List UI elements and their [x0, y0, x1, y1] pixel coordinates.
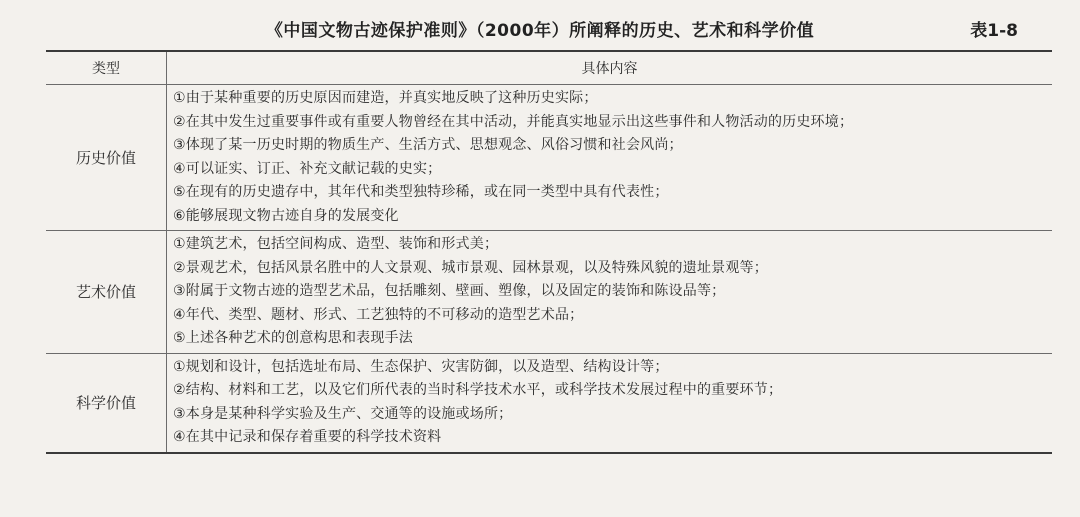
- row-type-label: 科学价值: [46, 354, 167, 452]
- list-item: ⑤上述各种艺术的创意构思和表现手法: [173, 330, 413, 346]
- list-item: ③本身是某种科学实验及生产、交通等的设施或场所；: [173, 405, 513, 422]
- row-type-label: 艺术价值: [46, 231, 167, 353]
- values-table: [46, 50, 1052, 454]
- list-item: ④可以证实、订正、补充文献记载的史实；: [173, 160, 442, 177]
- list-item: ⑤在现有的历史遗存中，其年代和类型独特珍稀，或在同一类型中具有代表性；: [173, 184, 669, 200]
- list-item: ③附属于文物古迹的造型艺术品，包括雕刻、壁画、塑像，以及固定的装饰和陈设品等；: [173, 283, 726, 299]
- row-content: [167, 85, 1052, 230]
- list-item: ⑥能够展现文物古迹自身的发展变化: [173, 207, 399, 224]
- list-item: ④年代、类型、题材、形式、工艺独特的不可移动的造型艺术品；: [173, 306, 584, 323]
- header-content: 具体内容: [581, 61, 638, 77]
- row-type-label: 历史价值: [46, 85, 167, 230]
- list-item: ①规划和设计，包括选址布局、生态保护、灾害防御，以及造型、结构设计等；: [173, 358, 669, 375]
- table-row-history: [46, 85, 1052, 231]
- list-item: ②景观艺术，包括风景名胜中的人文景观、城市景观、园林景观，以及特殊风貌的遗址景观等；: [173, 259, 768, 276]
- list-item: ②在其中发生过重要事件或有重要人物曾经在其中活动，并能真实地显示出这些事件和人物活动的历史环境；: [173, 113, 854, 130]
- list-item: ①由于某种重要的历史原因而建造，并真实地反映了这种历史实际；: [173, 90, 598, 106]
- list-item: ②结构、材料和工艺，以及它们所代表的当时科学技术水平，或科学技术发展过程中的重要环节；: [173, 382, 783, 398]
- header-type: 类型: [46, 52, 167, 84]
- table-title: 《中国文物古迹保护准则》（2000年）所阐释的历史、艺术和科学价值: [265, 21, 815, 41]
- list-item: ③体现了某一历史时期的物质生产、生活方式、思想观念、风俗习惯和社会风尚；: [173, 137, 683, 153]
- row-content: [167, 231, 1052, 353]
- table-row-art: [46, 231, 1052, 354]
- list-item: ①建筑艺术，包括空间构成、造型、装饰和形式美；: [173, 236, 499, 252]
- row-content: [167, 354, 1052, 452]
- table-row-science: [46, 354, 1052, 454]
- table-number: 表1-8: [970, 21, 1018, 41]
- table-header-row: [46, 52, 1052, 85]
- list-item: ④在其中记录和保存着重要的科学技术资料: [173, 429, 442, 445]
